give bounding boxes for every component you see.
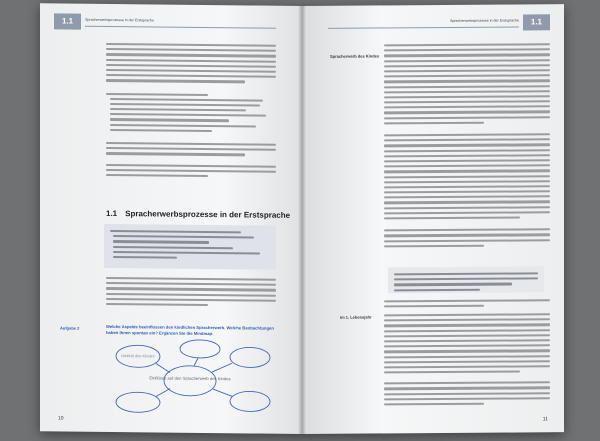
left-running-header xyxy=(54,13,280,31)
right-page xyxy=(302,4,564,434)
quote-box xyxy=(388,266,544,293)
mindmap xyxy=(100,336,280,416)
section-title: Spracherwerbsprozesse in der Erstsprache xyxy=(125,209,291,220)
right-body-text-1 xyxy=(384,40,550,250)
left-intro-text xyxy=(106,40,276,181)
learning-goals-box xyxy=(104,224,276,270)
right-running-header xyxy=(324,14,550,32)
left-page xyxy=(40,3,302,434)
left-section-heading xyxy=(106,209,290,220)
margin-label-1: Spracherwerb des Kindes xyxy=(330,53,380,59)
section-number: 1.1 xyxy=(106,208,118,219)
right-body-text-2 xyxy=(384,296,550,311)
mindmap-node-label: Umfeld des Kindes xyxy=(121,353,155,359)
task-question: Welche Aspekte beeinflussen den kindlichen Spracherwerb. Welche Beobachtungen haben Ihnen spontan ein? Ergänzen Sie die Mindmap. xyxy=(106,323,274,337)
right-page-number: 11 xyxy=(542,416,548,423)
left-body-text xyxy=(106,274,276,310)
right-chapter-number: 1.1 xyxy=(523,14,550,30)
margin-label-2: im 1. Lebensjahr xyxy=(340,314,372,320)
right-running-head: Spracherwerbsprozesse in der Erstsprache xyxy=(328,18,519,28)
left-page-number: 10 xyxy=(58,415,64,422)
left-running-head: Spracherwerbsprozesse in der Erstsprache xyxy=(85,17,276,28)
mindmap-center-label: Einflüsse auf den Spracherwerb des Kindes xyxy=(149,375,231,382)
book-spine xyxy=(298,6,306,434)
open-book xyxy=(40,6,564,434)
right-body-text-3 xyxy=(384,310,550,408)
task-label: Aufgabe 2 xyxy=(60,325,80,331)
left-chapter-number: 1.1 xyxy=(54,13,81,29)
